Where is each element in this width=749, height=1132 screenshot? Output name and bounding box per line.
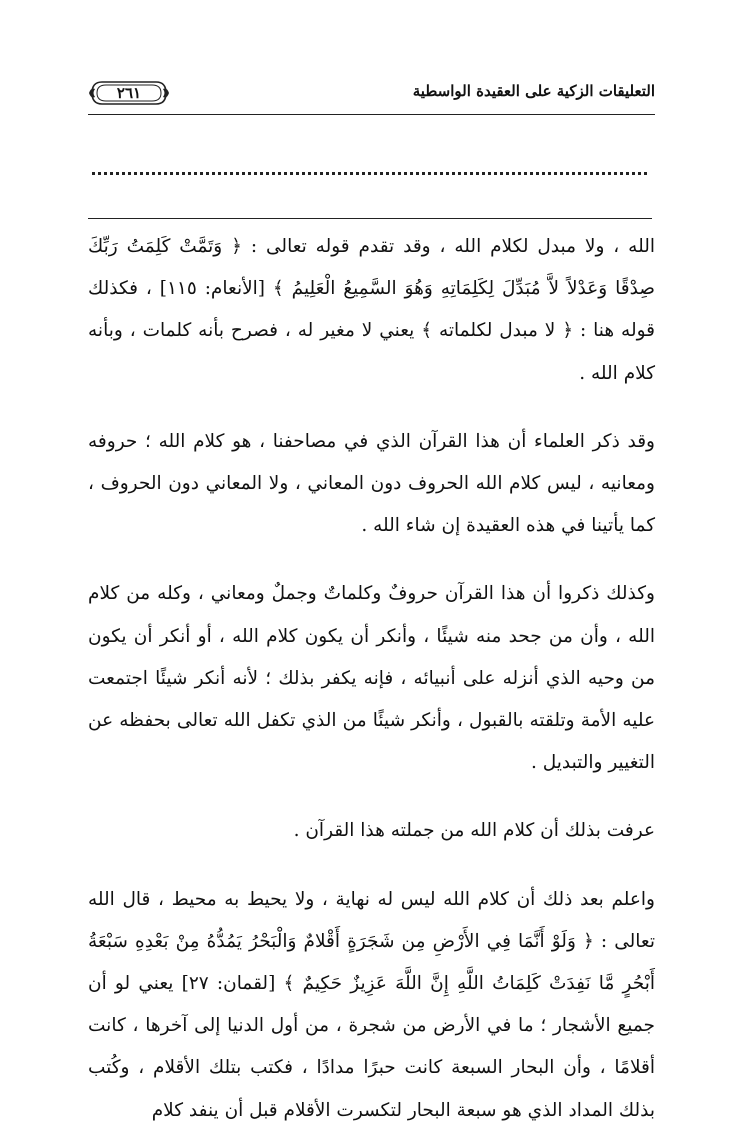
text-line: الحروف ، كما يأتينا في هذه العقيدة إن شاء الله . — [88, 473, 655, 537]
text-line: قوله هنا : ﴿ لا مبدل لكلماته ﴾ يعني لا مغير له ، فصرح بأنه كلمات ، وبأنه — [88, 320, 655, 342]
text-line: كانت أقلامًا ، وأن البحار السبعة كانت حبرًا مدادًا ، فكتب بتلك الأقلام ، — [88, 1015, 655, 1079]
header-divider — [88, 114, 655, 115]
running-title: التعليقات الزكية على العقيدة الواسطية — [412, 82, 655, 100]
section-divider — [88, 218, 652, 219]
text-line: أن يكون من وحيه الذي أنزله على أنبيائه ، فإنه يكفر بذلك ؛ لأنه أنكر شيئًا — [88, 625, 655, 689]
paragraph — [88, 421, 655, 548]
dotted-separator — [92, 172, 647, 175]
page-number: ٢٦١ — [116, 84, 142, 102]
text-line: جميع الأشجار ؛ ما في الأرض من شجرة ، من أول الدنيا إلى آخرها ، — [132, 1015, 655, 1037]
text-line: وكُتب بذلك المداد الذي هو سبعة البحار لتكسرت الأقلام قبل أن ينفد كلام — [88, 1057, 655, 1121]
text-line: عرفت بذلك أن كلام الله من جملته هذا القرآن . — [293, 820, 655, 842]
text-line: واعلم بعد ذلك أن كلام الله ليس له نهاية ، ولا يحيط به محيط ، قال — [122, 888, 655, 910]
paragraph — [88, 226, 655, 395]
text-line: وكذلك ذكروا أن هذا القرآن حروفٌ وكلماتٌ وجملٌ ومعاني ، وكله — [157, 583, 655, 605]
text-line: كلام الله . — [579, 362, 655, 384]
page-number-frame — [88, 78, 170, 108]
text-line: صِدْقًا وَعَدْلاً لاَّ مُبَدِّلَ لِكَلِمَاتِهِ وَهُوَ السَّمِيعُ الْعَلِيمُ ﴾ [الأنعام: ١١٥] ، فكذلك — [88, 278, 655, 300]
text-line: بحفظه عن التغيير والتبديل . — [88, 710, 655, 774]
paragraph — [88, 879, 655, 1132]
text-line: أَبْحُرٍ مَّا نَفِدَتْ كَلِمَاتُ اللَّهِ إِنَّ اللَّهَ عَزِيزٌ حَكِيمٌ ﴾ [لقمان: ٢٧] يعني لو أن — [88, 973, 655, 995]
paragraph — [88, 810, 655, 852]
text-line: الله ، ولا مبدل لكلام الله ، وقد تقدم قوله تعالى : ﴿ وَتَمَّتْ كَلِمَتُ رَبِّكَ — [88, 236, 655, 257]
page-header — [88, 72, 655, 120]
text-line: وقد ذكر العلماء أن هذا القرآن الذي في مصاحفنا ، هو كلام الله ؛ — [145, 430, 655, 452]
text-line: حروفه ومعانيه ، ليس كلام الله الحروف دون المعاني ، ولا المعاني دون — [88, 430, 655, 495]
text-line: الله تعالى : ﴿ وَلَوْ أَنَّمَا فِي الأَرْضِ مِن شَجَرَةٍ أَقْلامٌ وَالْبَحْرُ يَمُدُّهُ مِنْ بَعْدِهِ سَبْعَةُ — [88, 888, 655, 952]
body-text — [88, 226, 655, 1132]
text-line: اجتمعت عليه الأمة وتلقته بالقبول ، وأنكر شيئًا من الذي تكفل الله تعالى — [88, 667, 655, 732]
text-line: من كلام الله ، وأن من جحد منه شيئًا ، وأنكر أن يكون كلام الله ، أو أنكر — [88, 583, 656, 647]
paragraph — [88, 573, 655, 784]
